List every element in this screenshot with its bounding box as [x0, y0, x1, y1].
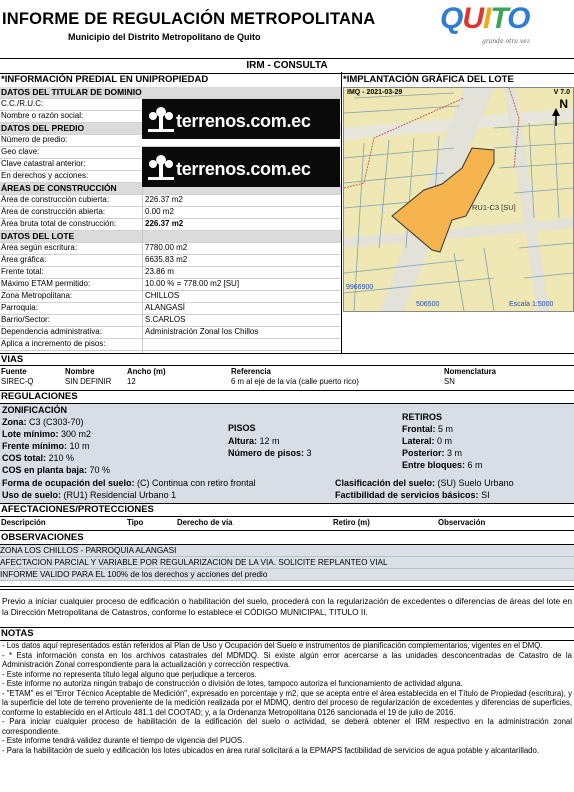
vias-header-fuente: Fuente	[1, 367, 27, 376]
lot-map[interactable]	[343, 87, 574, 312]
lote-row: Parroquia: ALANGASÍ	[0, 303, 341, 315]
predio-row: Clave catastral anterior:	[0, 159, 341, 171]
observacion-item: AFECTACION PARCIAL Y VARIABLE POR REGULARIZACION DE LA VIA. SOLICITE REPLANTEO VIAL	[0, 557, 574, 569]
logo-tagline: grande otra vez	[482, 38, 530, 45]
report-title: INFORME DE REGULACIÓN METROPOLITANA	[2, 10, 376, 28]
divider	[0, 390, 574, 391]
house-icon	[146, 151, 176, 181]
nota-item: - Para iniciar cualquier proceso de habilitación de la edificación del suelo o actividad, se deberá obtener el IRM respectivo en la administración zonal correspondiente.	[2, 717, 572, 736]
observaciones-title: OBSERVACIONES	[1, 532, 84, 543]
vias-cell: SIREC-Q	[1, 377, 34, 386]
cos-pb-line: COS en planta baja: 70 %	[2, 465, 111, 475]
map-scale: Escala 1:5000	[509, 301, 554, 308]
map-section-title: *IMPLANTACIÓN GRÁFICA DEL LOTE	[343, 74, 514, 85]
afect-header: Tipo	[127, 518, 144, 527]
posterior-line: Posterior: 3 m	[402, 448, 463, 458]
divider	[0, 353, 574, 354]
vias-cell: SN	[444, 377, 455, 386]
lote-row: Barrio/Sector: S.CARLOS	[0, 315, 341, 327]
construccion-header: ÁREAS DE CONSTRUCCIÓN	[0, 183, 341, 195]
afect-header: Retiro (m)	[333, 518, 370, 527]
pisos-title: PISOS	[228, 423, 256, 433]
clasificacion-line: Clasificación del suelo: (SU) Suelo Urbano	[335, 478, 514, 488]
vias-cell: 6 m al eje de la vía (calle puerto rico)	[231, 377, 359, 386]
predio-header: DATOS DEL PREDIO	[0, 123, 341, 135]
watermark-banner	[142, 99, 340, 139]
divider	[0, 365, 574, 366]
vias-cell: SIN DEFINIR	[65, 377, 112, 386]
irm-title-bar: IRM - CONSULTA	[0, 58, 574, 74]
construccion-row: Área de construcción cubierta: 226.37 m2	[0, 195, 341, 207]
divider	[0, 627, 574, 628]
frente-minimo-line: Frente mínimo: 10 m	[2, 441, 90, 451]
titular-row: Nombre o razón social:	[0, 111, 341, 123]
predio-row: Geo clave:	[0, 147, 341, 159]
lote-header: DATOS DEL LOTE	[0, 231, 341, 243]
cos-total-line: COS total: 210 %	[2, 453, 75, 463]
observacion-item: ZONA LOS CHILLOS - PARROQUIA ALANGASI	[0, 545, 574, 557]
watermark-text: terrenos.com.ec	[176, 159, 311, 179]
nota-item: - Para la habilitación de suelo y edificación los lotes ubicados en área rural solicitará a la EPMAPS factibilidad de servicios de agua potable y alcantarillado.	[2, 746, 539, 756]
predio-row: Número de predio:	[0, 135, 341, 147]
lateral-line: Lateral: 0 m	[402, 436, 453, 446]
map-date: IMQ - 2021-03-29	[347, 89, 403, 96]
house-icon	[146, 103, 176, 133]
map-coord-x: 506500	[416, 301, 440, 308]
column-divider	[341, 72, 342, 354]
altura-line: Altura: 12 m	[228, 436, 280, 446]
nota-item: - Este informe no autoriza ningún trabajo de construcción o división de lotes, tampoco autoriza el funcionamiento de actividad alguna.	[2, 679, 463, 689]
lot-label: RU1-C3 [SU]	[472, 203, 516, 212]
uso-suelo-line: Uso de suelo: (RU1) Residencial Urbano 1	[2, 490, 177, 500]
watermark-text: terrenos.com.ec	[176, 111, 311, 131]
vias-header-referencia: Referencia	[231, 367, 271, 376]
afect-header: Observación	[438, 518, 486, 527]
divider	[0, 586, 574, 587]
predio-row: En derechos y acciones:	[0, 171, 341, 183]
north-label: N	[559, 97, 568, 111]
titular-row: C.C./R.U.C:	[0, 99, 341, 111]
lote-row: Área gráfica: 6635.83 m2	[0, 255, 341, 267]
quito-logo: QUITO grande otra vez	[440, 2, 530, 45]
nota-item: - "ETAM" es el "Error Técnico Aceptable de Medición", expresado en porcentaje y m2, que se acepta entre el área establecida en el Título de Propiedad (escritura), y la superficie del lote de terreno proveniente de la medición realizada por el MDMQ, dentro del proceso de regularización de excedentes y diferencias de superficies, conforme lo establecido en el Artículo 481.1 del COOTAD; y, a la Ordenanza Metropolitana 0126 sancionada el 19 de julio de 2016.	[2, 688, 572, 717]
forma-ocupacion-line: Forma de ocupación del suelo: (C) Continua con retiro frontal	[2, 478, 256, 488]
divider	[0, 589, 574, 590]
lote-row: Zona Metropolitana: CHILLOS	[0, 291, 341, 303]
num-pisos-line: Número de pisos: 3	[228, 448, 312, 458]
map-coord-y: 9966900	[346, 284, 374, 291]
afect-header: Derecho de vía	[177, 518, 233, 527]
frontal-line: Frontal: 5 m	[402, 424, 454, 434]
notas-list	[2, 641, 572, 756]
vias-cell: 12	[127, 377, 136, 386]
retiros-title: RETIROS	[402, 412, 443, 422]
vias-title: VIAS	[1, 354, 24, 365]
previo-paragraph: Previo a iniciar cualquier proceso de edificación o habilitación del suelo, procederá con la regularización de excedentes o diferencias de áreas del lote en la Dirección Metropolitana de Catastros, conforme lo establece el CÓDIGO MUNICIPAL, TITULO II.	[2, 596, 572, 617]
vias-header-ancho: Ancho (m)	[127, 367, 166, 376]
lote-minimo-line: Lote mínimo: 300 m2	[2, 429, 92, 439]
map-version: V 7.0	[553, 89, 570, 96]
factibilidad-line: Factibilidad de servicios básicos: SI	[335, 490, 490, 500]
nota-item: - Este informe no representa título legal alguno que perjudique a terceros.	[2, 669, 257, 679]
regulaciones-title: REGULACIONES	[1, 391, 78, 402]
vias-header-nombre: Nombre	[65, 367, 95, 376]
watermark-banner	[142, 147, 340, 187]
zona-line: Zona: C3 (C303-70)	[2, 417, 84, 427]
afectaciones-title: AFECTACIONES/PROTECCIONES	[1, 504, 154, 515]
titular-header: DATOS DEL TITULAR DE DOMINIO	[0, 87, 341, 99]
lote-row: Área según escritura: 7780.00 m2	[0, 243, 341, 255]
observacion-item: INFORME VALIDO PARA EL 100% de los derechos y acciones del predio	[0, 569, 574, 581]
divider	[0, 530, 574, 531]
zonificacion-title: ZONIFICACIÓN	[2, 405, 67, 415]
construccion-row: Área bruta total de construcción: 226.37 m2	[0, 219, 341, 231]
map-drawing	[344, 88, 573, 311]
lote-row: Máximo ETAM permitido: 10.00 % = 778.00 m2 [SU]	[0, 279, 341, 291]
lote-row: Aplica a incremento de pisos:	[0, 339, 341, 351]
nota-item: - Los datos aquí representados están referidos al Plan de Uso y Ocupación del Suelo e instrumentos de planificación complementarios, vigentes en el DMQ.	[2, 641, 543, 650]
predial-section-title: *INFORMACIÓN PREDIAL EN UNIPROPIEDAD	[1, 74, 209, 85]
municipality-subtitle: Municipio del Distrito Metropolitano de Quito	[68, 32, 261, 42]
nota-item: - * Esta información consta en los archivos catastrales del MDMDQ. Si existe algún error acercarse a las unidades desconcentradas de Catastro de la Administración Zonal correspondiente para la actualización y corrección respectiva.	[2, 650, 572, 670]
lote-row: Frente total: 23.86 m	[0, 267, 341, 279]
entre-bloques-line: Entre bloques: 6 m	[402, 460, 483, 470]
afect-header: Descripción	[1, 518, 46, 527]
nota-item: - Este informe tendrá validez durante el tiempo de vigencia del PUOS.	[2, 736, 245, 746]
lote-row: Dependencia administrativa: Administración Zonal los Chillos	[0, 327, 341, 339]
divider	[0, 516, 574, 517]
vias-header-nomenclatura: Nomenclatura	[444, 367, 496, 376]
notas-title: NOTAS	[1, 628, 34, 639]
construccion-row: Área de construcción abierta: 0.00 m2	[0, 207, 341, 219]
